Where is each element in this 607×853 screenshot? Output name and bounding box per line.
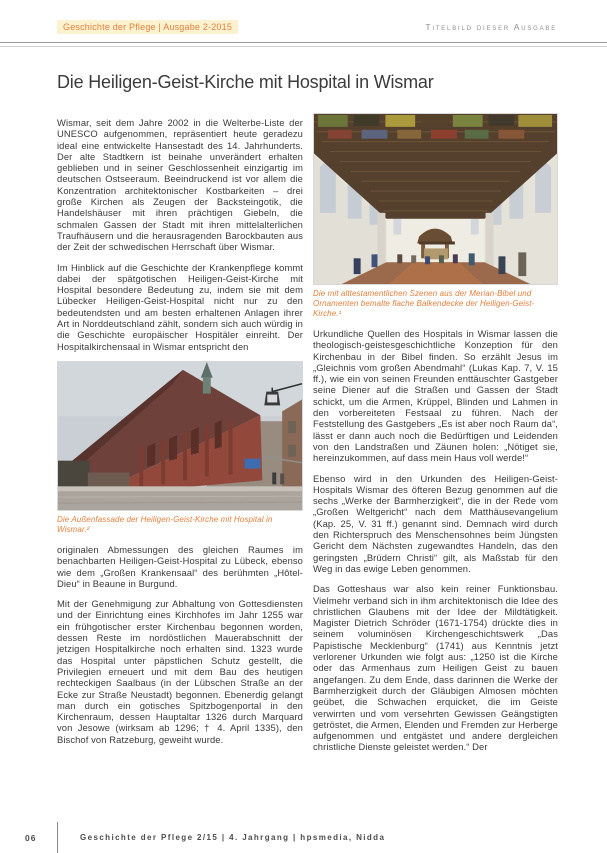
article-body [57,117,558,762]
paragraph: Im Hinblick auf die Geschichte der Krankenpflege kommt dabei der spätgotischen Heiligen-Geist-Kirche mit Hospital besondere Bedeutung zu, indem sie mit dem Lübecker Heiligen-Geist-Hospital nicht nur zu den bedeutendsten und am besten erhaltenen Anlagen ihrer Art in Norddeutschland zählt, sondern sich auch würdig in die Geschichte europäischer Hospitäler einreiht. Der Hospitalkirchensaal in Wismar entspricht den [57,261,303,352]
footer-journal-line: Geschichte der Pflege 2/15 | 4. Jahrgang | hpsmedia, Nidda [80,833,386,842]
paragraph: Das Gotteshaus war also kein reiner Funktionsbau. Vielmehr verband sich in ihm architektonisch die Idee des christlichen Glaubens mit der Idee der Mildtätigkeit. Magister Dietrich Schröder (1671-1754) drückte dies in seinem voluminösen Kirchengeschichtswerk „Das Papistische Mecklenburg“ (1741) aus Kenntnis jetzt verlorener Urkunden wie folgt aus: „1250 ist die Kirche oder das Armenhaus zum Heiligen Geist zu bauen angefangen. Zu dem Ende, dass darinnen die Werke der Barmherzigkeit durch der Gläubigen Almosen möchten geübet, die Schwachen erquicket, die im Geiste verwirrten und vom versehrten Gewissen Geängstigten getröstet, die Armen, Elenden und Fremden zur Herberge aufgenommen und entgästet und andere dergleichen christliche Dienste geleistet werden.“ Der [313,583,558,753]
section-label: Titelbild dieser Ausgabe [425,22,557,32]
page-footer [0,820,607,853]
interior-photo [313,113,558,285]
left-column [57,117,303,762]
paragraph: originalen Abmessungen des gleichen Raumes im benachbarten Heiligen-Geist-Hospital zu Lübeck, ebenso wie dem „Großen Krankensaal“ des berühmten „Hôtel-Dieu“ in Beaune in Burgund. [57,543,303,589]
paragraph: Mit der Genehmigung zur Abhaltung von Gottesdiensten und der Einrichtung eines Kirchhofes im Jahr 1255 war ein frühgotischer erster Kirchenbau begonnen worden, dessen Reste im nordöstlichen Mauerabschnitt der jetzigen Hospitalkirche noch erhalten sind. 1323 wurde das Hospital unter päpstlichen Schutz gestellt, die Privilegien erneuert und mit dem Bau des heutigen rechteckigen Saalbaus (in der Lübschen Straße an der Ecke zur Straße Neustadt) begonnen. Ebenerdig gelangt man durch ein gotisches Spitzbogenportal in den Kirchenraum, dessen Hauptaltar 1326 durch Marquard von Jesowe (wirksam ab 1296; † 4. April 1335), den Bischof von Ratzeburg, geweiht wurde. [57,598,303,745]
exterior-photo [57,361,303,511]
footer-divider [57,822,58,853]
journal-issue-label: Geschichte der Pflege | Ausgabe 2-2015 [57,20,238,34]
photo-caption: Die Außenfassade der Heiligen-Geist-Kirche mit Hospital in Wismar.² [57,514,273,534]
paragraph: Urkundliche Quellen des Hospitals in Wismar lassen die theologisch-geistesgeschichtliche Konzeption für den Kirchenbau in der Bibel finden. So erzählt Jesus im „Gleichnis vom großen Abendmahl“ (Lukas Kap. 7, V. 15 ff.), wie ein von seinen Freunden enttäuschter Gastgeber seine Diener auf die Straßen und Gassen der Stadt schickt, um die Armen, Krüppel, Blinden und Lahmen in den vorbereiteten Festsaal zu führen. Nach der Feststellung des Gastgebers „Es ist aber noch Raum da“, lässt er dann auch noch die Bedürftigen und Leidenden von den Landstraßen und Zäunen holen: „Nötiget sie, hereinzukommen, auf dass mein Haus voll werde!“ [313,328,558,464]
paragraph: Ebenso wird in den Urkunden des Heiligen-Geist-Hospitals Wismar des öfteren Bezug genommen auf die sechs „Werke der Barmherzigkeit“, die in der Rede vom „Großen Weltgericht“ nach dem Matthäusevangelium (Kap. 25, V. 31 ff.) genannt sind. Demnach wird durch den Richterspruch des Menschensohnes beim Jüngsten Gericht dem Nächsten zugewandtes Handeln, das den geringsten „Brüdern Christi“ gilt, als Maßstab für den Weg in das ewige Leben genommen. [313,472,558,574]
interior-photo-figure [313,113,558,319]
header-rule [0,42,607,47]
photo-caption: Die mit alttestamentlichen Szenen aus der Merian-Bibel und Ornamenten bemalte flache Balkendecke der Heiligen-Geist-Kirche.¹ [313,289,535,318]
page-number: 06 [25,833,37,843]
right-column [313,117,558,762]
exterior-photo-figure [57,361,303,535]
paragraph: Wismar, seit dem Jahre 2002 in die Welterbe-Liste der UNESCO aufgenommen, repräsentiert heute geradezu ideal eine entwickelte Hansestadt des 14. Jahrhunderts. Der alte Stadtkern ist beinahe unverändert erhalten geblieben und in seiner Geschlossenheit einzigartig im deutschen Ostseeraum. Beeindruckend ist vor allem die Konzentration architektonischer Kostbarkeiten – drei große Kirchen als Zeugen der Backsteingotik, die Handelshäuser mit ihren prächtigen Giebeln, die schmalen Gassen der Stadt mit ihren mittelalterlichen Traufhäusern und die herausragenden Barockbauten aus der Zeit der schwedischen Herrschaft über Wismar. [57,117,303,253]
page-header [57,20,557,34]
article-title: Die Heiligen-Geist-Kirche mit Hospital in Wismar [57,72,434,92]
